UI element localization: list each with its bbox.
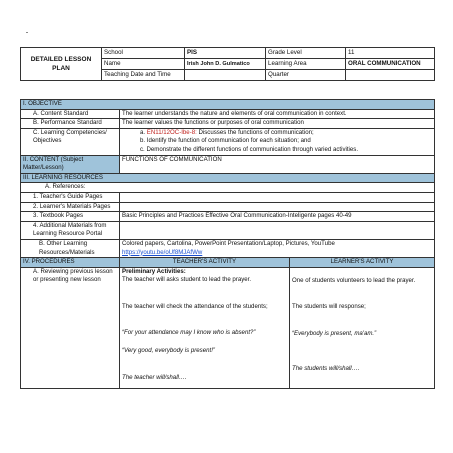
other-resources-value bbox=[120, 239, 435, 257]
teacher-activity-heading: TEACHER'S ACTIVITY bbox=[120, 258, 290, 268]
lesson-header-table bbox=[20, 47, 435, 81]
additional-materials-label: 4. Additional Materials from Learning Resource Portal bbox=[21, 221, 120, 239]
teacher-label: Name bbox=[102, 59, 185, 70]
learners-materials-value bbox=[120, 202, 435, 212]
teachers-guide-value bbox=[120, 192, 435, 202]
competency-item: Discusses the functions of communication; bbox=[196, 128, 314, 136]
teacher-quote: “For your attendance may I know who is absent?” bbox=[122, 329, 256, 337]
resources-heading: III. LEARNING RESOURCES bbox=[21, 173, 435, 183]
other-resources-label: B. Other Learning Resources/Materials bbox=[21, 239, 120, 257]
school-value: PIS bbox=[185, 48, 266, 59]
stray-mark bbox=[26, 32, 28, 33]
learner-activity-cell bbox=[290, 267, 435, 388]
lesson-body-table bbox=[20, 99, 435, 389]
objective-heading: I. OBJECTIVE bbox=[21, 100, 435, 110]
learner-step: The students will/shall…. bbox=[292, 365, 360, 373]
quarter-value bbox=[346, 70, 435, 81]
content-value: FUNCTIONS OF COMMUNICATION bbox=[120, 155, 435, 173]
content-standard-label: A. Content Standard bbox=[21, 109, 120, 119]
other-resources-text: Colored papers, Cartolina, PowerPoint Presentation/Laptop, Pictures, YouTube bbox=[122, 239, 335, 247]
competency-item: Demonstrate the different functions of communication through varied activities. bbox=[146, 145, 359, 153]
learner-step: One of students volunteers to lead the prayer. bbox=[292, 276, 416, 284]
grade-value: 11 bbox=[346, 48, 435, 59]
teacher-step: The teacher will check the attendance of the students; bbox=[122, 302, 268, 310]
content-heading: II. CONTENT (Subject Matter/Lesson) bbox=[21, 155, 120, 173]
competency-letter: c. bbox=[140, 145, 145, 153]
learner-quote: “Everybody is present, ma'am.” bbox=[292, 329, 377, 337]
learner-step: The students will response; bbox=[292, 303, 366, 311]
plan-title: DETAILED LESSON PLAN bbox=[21, 48, 102, 81]
teacher-step: The teacher will asks student to lead the prayer. bbox=[122, 276, 252, 284]
learners-materials-label: 2. Learner's Materials Pages bbox=[21, 202, 120, 212]
grade-label: Grade Level bbox=[266, 48, 346, 59]
area-label: Learning Area bbox=[266, 59, 346, 70]
teacher-step: The teacher will/shall…. bbox=[122, 373, 187, 381]
competencies-value bbox=[120, 128, 435, 155]
school-label: School bbox=[102, 48, 185, 59]
preliminary-heading: Preliminary Activities: bbox=[122, 267, 186, 275]
teacher-quote: “Very good, everybody is present!” bbox=[122, 347, 215, 355]
reviewing-label: A. Reviewing previous lesson or presenting new lesson bbox=[21, 267, 120, 388]
procedures-heading: IV. PROCEDURES bbox=[21, 258, 120, 268]
teachers-guide-label: 1. Teacher's Guide Pages bbox=[21, 192, 120, 202]
teacher-activity-cell bbox=[120, 267, 290, 388]
competency-item: Identify the function of communication for each situation; and bbox=[146, 137, 311, 145]
teacher-value: Irish John D. Gulmatico bbox=[185, 59, 266, 70]
performance-standard-value: The learner values the functions or purposes of oral communication bbox=[120, 119, 435, 129]
date-value bbox=[185, 70, 266, 81]
performance-standard-label: B. Performance Standard bbox=[21, 119, 120, 129]
references-label: A. References: bbox=[21, 183, 435, 193]
area-value: ORAL COMMUNICATION bbox=[346, 59, 435, 70]
textbook-label: 3. Textbook Pages bbox=[21, 212, 120, 222]
youtube-link[interactable]: https://youtu.be/oUf8MJAfWw bbox=[122, 248, 203, 256]
date-label: Teaching Date and Time bbox=[102, 70, 185, 81]
learner-activity-heading: LEARNER'S ACTIVITY bbox=[290, 258, 435, 268]
quarter-label: Quarter bbox=[266, 70, 346, 81]
competency-letter: a. bbox=[140, 128, 146, 136]
textbook-value: Basic Principles and Practices Effective Oral Communication-Inteligente pages 40-49 bbox=[120, 212, 435, 222]
content-standard-value: The learner understands the nature and elements of oral communication in context. bbox=[120, 109, 435, 119]
competency-code: EN11/12OC-Ibe-8: bbox=[146, 128, 197, 136]
competency-letter: b. bbox=[140, 137, 146, 145]
additional-materials-value bbox=[120, 221, 435, 239]
competencies-label: C. Learning Competencies/ Objectives bbox=[21, 128, 120, 155]
